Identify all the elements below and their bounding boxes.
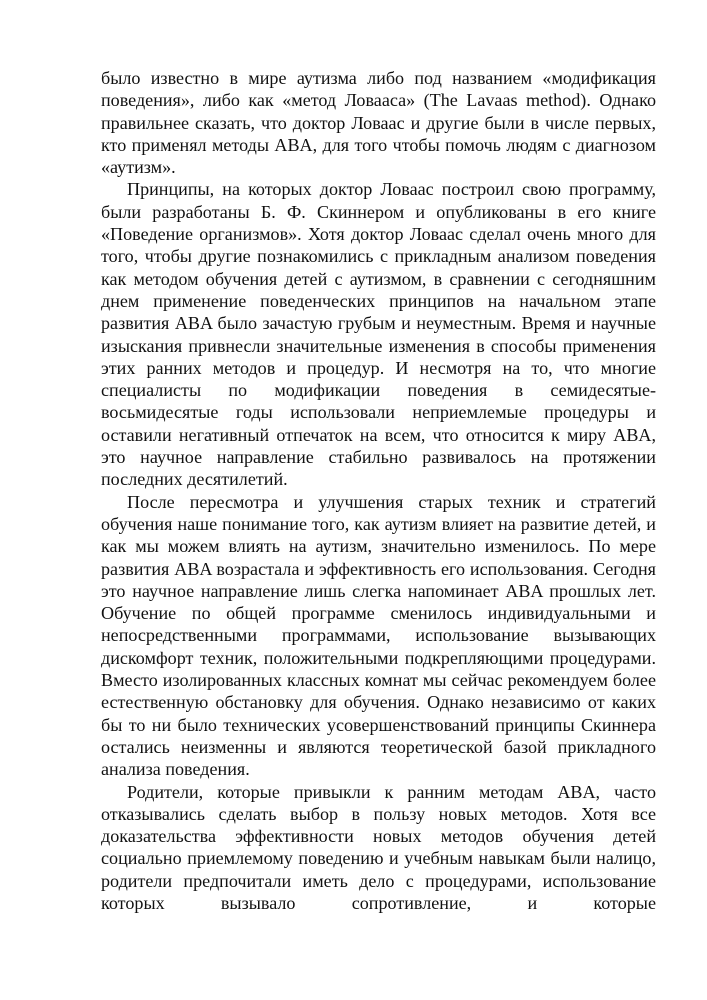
page-body bbox=[101, 67, 656, 914]
paragraph-4: Родители, которые привыкли к ранним методам ABA, часто отказывались сделать выбор в пользу новых методов. Хотя все доказательства эффективности новых методов обучения детей социально приемлемому поведению и учебным навыкам были налицо, родители предпочитали иметь дело с процедурами, использование которых вызывало сопротивление, и которые bbox=[101, 781, 656, 913]
paragraph-2: Принципы, на которых доктор Ловаас построил свою программу, были разработаны Б. Ф. Скиннером и опубликованы в его книге «Поведение организмов». Хотя доктор Ловаас сделал очень много для того, чтобы другие познакомились с прикладным анализом поведения как методом обучения детей с аутизмом, в сравнении с сегодняшним днем применение поведенческих принципов на начальном этапе развития ABA было зачастую грубым и неуместным. Время и научные изыскания привнесли значительные изменения в способы применения этих ранних методов и процедур. И несмотря на то, что многие специалисты по модификации поведения в семидесятые-восьмидесятые годы использовали неприемлемые процедуры и оставили негативный отпечаток на всем, что относится к миру ABA, это научное направление стабильно развивалось на протяжении последних десятилетий. bbox=[101, 179, 656, 490]
paragraph-1: было известно в мире аутизма либо под названием «модификация поведения», либо как «метод Ловааса» (The Lavaas method). Однако правильнее сказать, что доктор Ловаас и другие были в числе первых, кто применял методы ABA, для того чтобы помочь людям с диагнозом «аутизм». bbox=[101, 68, 656, 178]
paragraph-3: После пересмотра и улучшения старых техник и стратегий обучения наше понимание того, как аутизм влияет на развитие детей, и как мы можем влиять на аутизм, значительно изменилось. По мере развития ABA возрастала и эффективность его использования. Сегодня это научное направление лишь слегка напоминает ABA прошлых лет. Обучение по общей программе сменилось индивидуальными и непосредственными программами, использование вызывающих дискомфорт техник, положительными подкрепляющими процедурами. Вместо изолированных классных комнат мы сейчас рекомендуем более естественную обстановку для обучения. Однако независимо от каких бы то ни было технических усовершенствований принципы Скиннера остались неизменны и являются теоретической базой прикладного анализа поведения. bbox=[101, 491, 656, 780]
